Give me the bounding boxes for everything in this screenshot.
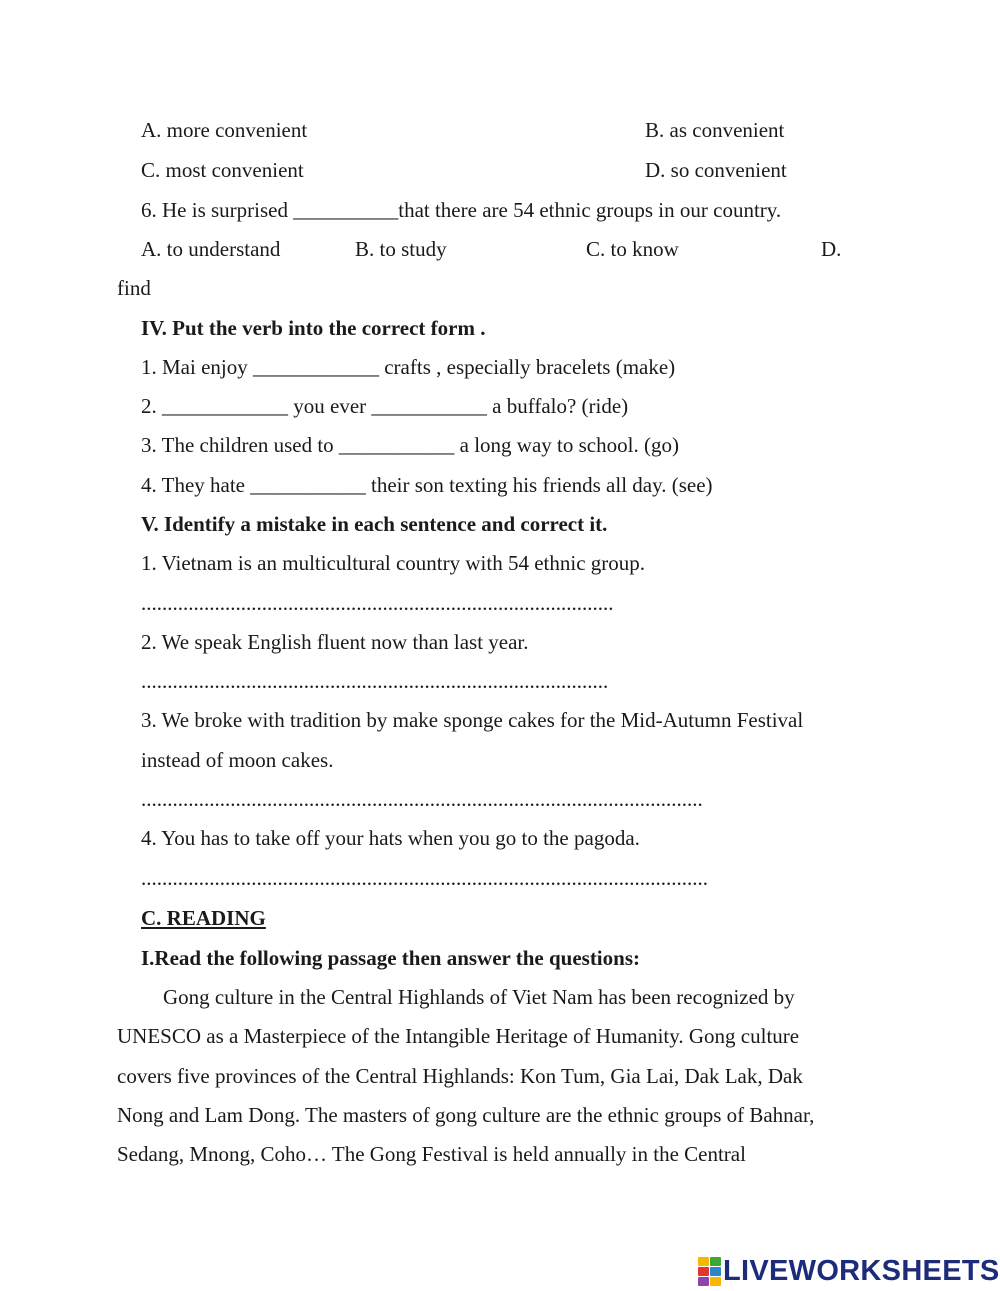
liveworksheets-logo	[698, 1254, 1000, 1288]
verb-form-item-1: 1. Mai enjoy ____________ crafts , especially bracelets (make)	[141, 355, 676, 379]
q5-option-a: A. more convenient	[141, 118, 308, 142]
q5-option-d: D. so convenient	[645, 158, 787, 182]
verb-form-item-4: 4. They hate ___________ their son texting his friends all day. (see)	[141, 473, 713, 497]
mistake-item-4-answer-line: ............................................................................................................	[141, 866, 708, 890]
q5-option-c: C. most convenient	[141, 158, 304, 182]
mistake-item-3-line-2: instead of moon cakes.	[141, 748, 334, 772]
mistake-item-2-answer-line: .........................................................................................	[141, 669, 609, 693]
passage-line-1: Gong culture in the Central Highlands of Viet Nam has been recognized by	[163, 985, 795, 1009]
q6-option-d: D.	[821, 237, 842, 261]
mistake-item-1: 1. Vietnam is an multicultural country with 54 ethnic group.	[141, 551, 646, 575]
passage-line-2: UNESCO as a Masterpiece of the Intangible Heritage of Humanity. Gong culture	[117, 1024, 800, 1048]
q6-option-a: A. to understand	[141, 237, 281, 261]
verb-form-item-2: 2. ____________ you ever ___________ a buffalo? (ride)	[141, 394, 629, 418]
mistake-item-1-answer-line: ..........................................................................................	[141, 591, 614, 615]
q6-option-b: B. to study	[355, 237, 447, 261]
q6-option-c: C. to know	[586, 237, 679, 261]
verb-form-item-3: 3. The children used to ___________ a long way to school. (go)	[141, 433, 679, 457]
q5-option-b: B. as convenient	[645, 118, 785, 142]
question-6: 6. He is surprised __________that there are 54 ethnic groups in our country.	[141, 198, 782, 222]
section-v-title: V. Identify a mistake in each sentence and correct it.	[141, 512, 608, 536]
section-iv-title: IV. Put the verb into the correct form .	[141, 316, 486, 340]
liveworksheets-logo-text: LIVEWORKSHEETS	[723, 1254, 1000, 1287]
q6-option-d-continued: find	[117, 276, 151, 300]
passage-line-4: Nong and Lam Dong. The masters of gong culture are the ethnic groups of Bahnar,	[117, 1103, 815, 1127]
mistake-item-2: 2. We speak English fluent now than last year.	[141, 630, 529, 654]
passage-line-3: covers five provinces of the Central Highlands: Kon Tum, Gia Lai, Dak Lak, Dak	[117, 1064, 803, 1088]
section-c-reading-title: C. READING	[141, 906, 266, 930]
mistake-item-3-line-1: 3. We broke with tradition by make sponge cakes for the Mid-Autumn Festival	[141, 708, 804, 732]
mistake-item-3-answer-line: ...........................................................................................................	[141, 787, 703, 811]
passage-line-5: Sedang, Mnong, Coho… The Gong Festival is held annually in the Central	[117, 1142, 746, 1166]
reading-instruction: I.Read the following passage then answer the questions:	[141, 946, 640, 970]
liveworksheets-logo-icon	[698, 1257, 720, 1285]
mistake-item-4: 4. You has to take off your hats when you go to the pagoda.	[141, 826, 640, 850]
